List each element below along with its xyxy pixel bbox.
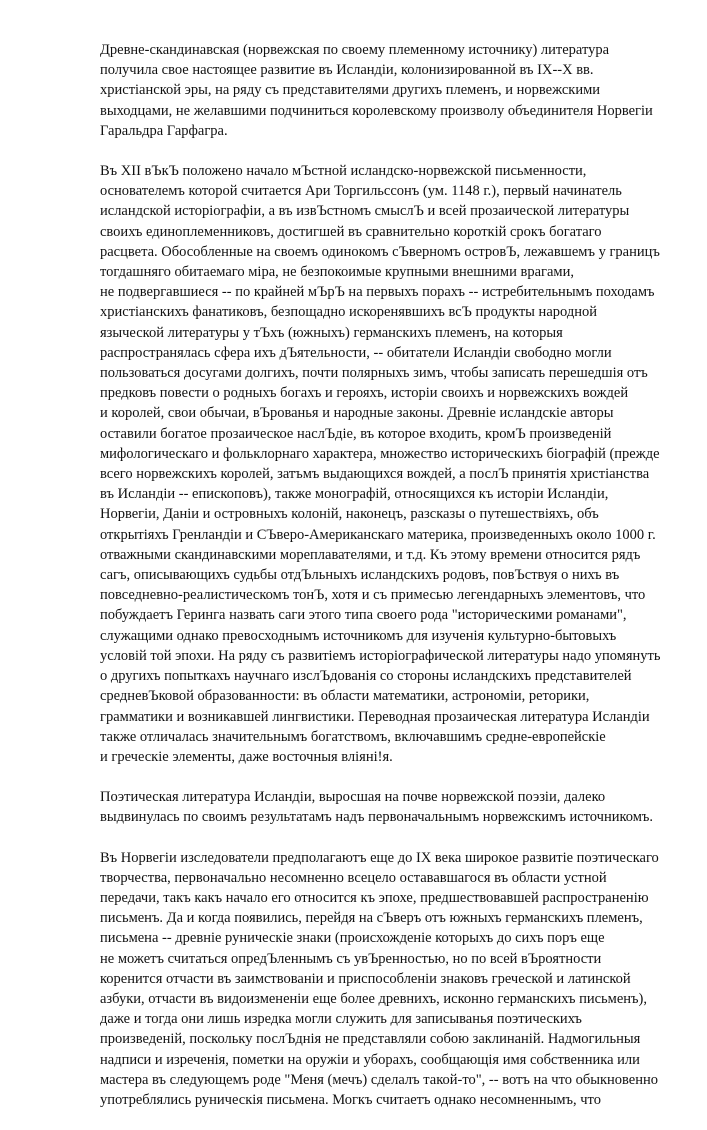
text-line: отважными скандинавскими мореплавателями, и т.д. Къ этому времени относится рядъ bbox=[100, 546, 641, 563]
text-line: Гаральдра Гарфагра. bbox=[100, 122, 228, 139]
document-page bbox=[100, 40, 660, 1130]
text-line: не подвергавшиеся -- по крайней мЪрЪ на первыхъ порахъ -- истребительнымъ походамъ bbox=[100, 284, 655, 301]
text-line: Поэтическая литература Исландiи, выросшая на почве норвежской поэзiи, далеко bbox=[100, 789, 606, 806]
text-line: побуждаетъ Геринга назвать саги этого типа своего рода "историческими романами", bbox=[100, 607, 627, 624]
text-line: выходцами, не желавшими подчиниться королевскому произволу объединителя Норвегiи bbox=[100, 102, 653, 119]
paragraph-4 bbox=[100, 848, 660, 1111]
text-line: тогдашняго обитаемаго мiра, не безпокоимые крупными внешними врагами, bbox=[100, 264, 574, 281]
text-line: не можетъ считаться опредЪленнымъ съ увЪренностью, но по всей вЪроятности bbox=[100, 950, 602, 967]
text-line: расцвета. Обособленные на своемъ одинокомъ сЪверномъ островЪ, лежавшемъ у границъ bbox=[100, 243, 660, 260]
text-line: мифологическаго и фольклорнаго характера, множество историческихъ бiографiй (прежде bbox=[100, 445, 660, 462]
text-line: всего норвежскихъ королей, затъмъ выдающихся вождей, а послЪ принятiя христiанства bbox=[100, 466, 650, 483]
text-line: въ Исландiи -- епископовъ), также монографiй, относящихся къ исторiи Исландiи, bbox=[100, 486, 609, 503]
text-line: служащими однако превосходнымъ источникомъ для изученiя культурно-бытовыхъ bbox=[100, 627, 617, 644]
text-line: христiанскихъ фанатиковъ, безпощадно искоренявшихъ всЪ продукты народной bbox=[100, 304, 597, 321]
text-line: передачи, такъ какъ начало его относится къ эпохе, предшествовавшей распространенiю bbox=[100, 889, 649, 906]
text-line: исландской исторiографiи, а въ извЪстномъ смыслЪ и всей прозаической литературы bbox=[100, 203, 630, 220]
text-line: получила свое настоящее развитие въ Исландiи, колонизированной въ IX--X вв. bbox=[100, 62, 594, 79]
text-line: повседневно-реалистическомъ тонЪ, хотя и съ примесью легендарныхъ элементовъ, что bbox=[100, 587, 646, 604]
text-line: выдвинулась по своимъ результатамъ надъ первоначальнымъ норвежскимъ источникомъ. bbox=[100, 809, 654, 826]
text-line: оставили богатое прозаическое наслЪдiе, въ которое входить, кромЪ произведенiй bbox=[100, 425, 612, 442]
text-line: творчества, первоначально несомненно всецело остававшагося въ области устной bbox=[100, 869, 607, 886]
text-line: грамматики и возникавшей лингвистики. Переводная прозаическая литература Исландiи bbox=[100, 708, 650, 725]
text-line: Древне-скандинавская (норвежская по своему племенному источнику) литература bbox=[100, 42, 610, 58]
text-line: средневЪковой образованности: въ области математики, астрономiи, реторики, bbox=[100, 688, 590, 705]
text-line: Въ XII вЪкЪ положено начало мЪстной исландско-норвежской письменности, bbox=[100, 163, 587, 180]
text-line: Норвегiи, Данiи и островныхъ колонiй, наконецъ, разсказы о путешествiяхъ, объ bbox=[100, 506, 599, 523]
text-line: Въ Норвегiи изследователи предполагаютъ еще до IX века широкое развитiе поэтическаго bbox=[100, 849, 659, 866]
text-line: открытiяхъ Гренландiи и СЪверо-Американскаго материка, произведенныхъ около 1000 г. bbox=[100, 526, 656, 543]
text-line: произведенiй, поскольку послЪднiя не представляли собою заклинанiй. Надмогильныя bbox=[100, 1031, 641, 1048]
text-line: и греческiе элементы, даже восточныя влiянi!я. bbox=[100, 748, 393, 765]
text-line: пользоваться досугами долгихъ, почти полярныхъ зимъ, чтобы записать перешедшiя отъ bbox=[100, 365, 648, 382]
text-line: мастера въ следующемъ роде "Меня (мечъ) сделалъ такой-то", -- вотъ на что обыкновенно bbox=[100, 1071, 659, 1088]
text-line: и королей, свои обычаи, вЪрованья и народные законы. Древнiе исландскiе авторы bbox=[100, 405, 614, 422]
text-line: азбуки, отчасти въ видоизмененiи еще более древнихъ, исконно германскихъ письменъ), bbox=[100, 990, 647, 1007]
text-line: своихъ единоплеменниковъ, достигшей въ сравнительно короткiй срокъ богатаго bbox=[100, 223, 602, 240]
text-line: распространялась сфера ихъ дЪятельности, -- обитатели Исландiи свободно могли bbox=[100, 344, 612, 361]
text-line: письменъ. Да и когда появились, перейдя на сЪверъ отъ южныхъ германскихъ племенъ, bbox=[100, 910, 643, 927]
text-line: также отличалась значительнымъ богатствомъ, включавшимъ средне-европейскiе bbox=[100, 728, 606, 745]
paragraph-3 bbox=[100, 787, 660, 827]
text-line: о другихъ попыткахъ научнаго изслЪдованiя со стороны исландскихъ представителей bbox=[100, 668, 632, 685]
text-line: христiанской эры, на ряду съ представителями другихъ племенъ, и норвежскими bbox=[100, 82, 601, 99]
text-line: условiй той эпохи. На ряду съ развитiемъ исторiографической литературы надо упомянуть bbox=[100, 647, 661, 664]
text-line: даже и тогда они лишь изредка могли служить для записыванья поэтическихъ bbox=[100, 1011, 582, 1028]
text-line: основателемъ которой считается Ари Торгильссонъ (ум. 1148 г.), первый начинатель bbox=[100, 183, 622, 200]
text-line: надписи и изреченiя, пометки на оружiи и уборахъ, сообщающiя имя собственника или bbox=[100, 1051, 640, 1068]
paragraph-1 bbox=[100, 40, 660, 141]
text-line: употреблялись руническiя письмена. Могкъ считаетъ однако несомненнымъ, что bbox=[100, 1091, 601, 1108]
text-line: коренится отчасти въ заимствованiи и приспособленiи знаковъ греческой и латинской bbox=[100, 970, 631, 987]
paragraph-2 bbox=[100, 161, 660, 767]
text-line: сагъ, описывающихъ судьбы отдЪльныхъ исландскихъ родовъ, повЪствуя о нихъ въ bbox=[100, 567, 620, 584]
text-line: языческой литературы у тЪхъ (южныхъ) германскихъ племенъ, на которыя bbox=[100, 324, 563, 341]
text-line: письмена -- древнiе руническiе знаки (происхожденiе которыхъ до сихъ поръ еще bbox=[100, 930, 605, 947]
text-line: предковъ повести о родныхъ богахъ и герояхъ, исторiи своихъ и норвежскихъ вождей bbox=[100, 385, 629, 402]
